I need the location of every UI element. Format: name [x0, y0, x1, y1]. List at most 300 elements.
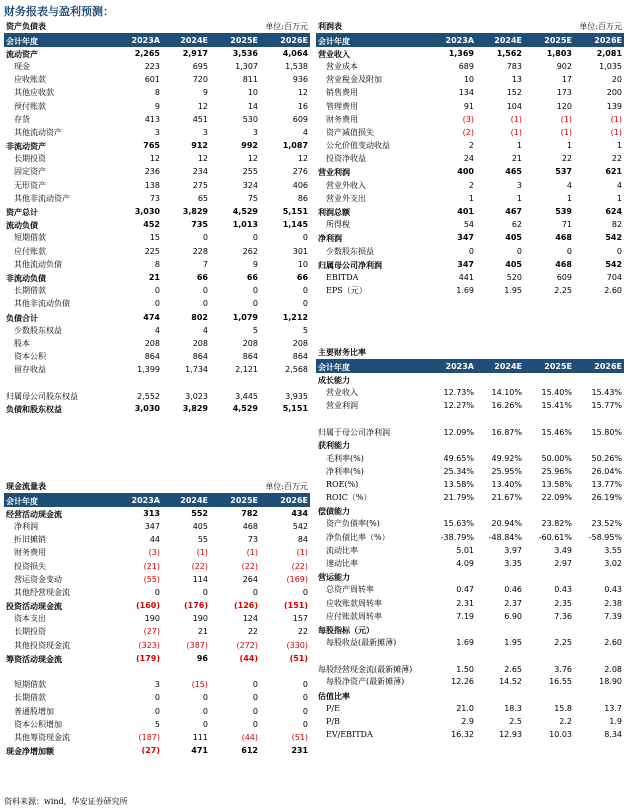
cell-value: 2.5 [509, 716, 522, 726]
cell-value: 0 [252, 299, 258, 309]
cell-value: 2.25 [554, 638, 572, 648]
cell-value: (1) [196, 548, 208, 558]
cell-value [476, 689, 524, 702]
table-row [4, 679, 310, 692]
cell-value: (1) [560, 127, 572, 137]
table-row [316, 584, 624, 597]
row-label: 资本公积增加 [14, 719, 62, 729]
cell-value: 21 [148, 272, 160, 282]
cell-value: 1 [616, 193, 623, 203]
cell-value: 0 [302, 299, 309, 309]
year-header-2023A: 2023A [112, 494, 162, 508]
cell-value: 465 [505, 167, 522, 177]
row-label: 其他筹资现金流 [14, 732, 70, 742]
row-label: 总资产周转率 [326, 585, 374, 595]
header-label: 会计年度 [316, 360, 426, 374]
cell-value: 20.94% [491, 519, 522, 529]
table-row [4, 520, 310, 533]
table-row [4, 74, 310, 87]
cell-value: 7.36 [554, 611, 572, 621]
cell-value: 1,145 [282, 220, 309, 230]
cell-value: 21.67% [491, 493, 522, 503]
cell-value: 1,562 [496, 48, 522, 58]
cell-value: 22 [561, 154, 572, 164]
cell-value: (1) [296, 548, 309, 558]
table-row [316, 439, 624, 452]
cell-value: 12.93 [499, 730, 522, 740]
cell-value: 1,369 [448, 48, 474, 58]
table-row [4, 192, 310, 205]
cell-value: 695 [192, 61, 208, 71]
cell-value: 0 [302, 693, 309, 703]
cell-value: 1.69 [456, 286, 474, 296]
cell-value: 1,399 [137, 365, 160, 375]
row-label: 营业利润 [326, 401, 358, 411]
table-row [316, 47, 624, 60]
cell-value: (21) [143, 561, 160, 571]
cell-value: 16.87% [491, 427, 522, 437]
cell-value: (44) [241, 732, 258, 742]
cell-value: 12 [297, 88, 309, 98]
cell-value [426, 571, 476, 584]
cell-value [524, 373, 574, 386]
row-label: 其他投资现金流 [14, 640, 70, 650]
cell-value: 405 [505, 259, 522, 269]
cell-value: 3,935 [285, 391, 309, 401]
cell-value: 21.0 [456, 703, 474, 713]
row-label: 获利能力 [318, 440, 350, 451]
cell-value: 15.43% [591, 387, 623, 397]
row-label: 少数股东权益 [14, 325, 62, 335]
cell-value: 8 [154, 259, 160, 269]
table-row [4, 560, 310, 573]
cell-value: 15.63% [443, 519, 474, 529]
table-row [316, 610, 624, 623]
cell-value: 0 [566, 246, 572, 256]
table-row [316, 219, 624, 232]
cell-value: 5.01 [456, 545, 474, 555]
table-row [316, 192, 624, 205]
cell-value: 1.95 [504, 638, 522, 648]
cell-value: 10 [247, 88, 258, 98]
cell-value: (55) [143, 574, 160, 584]
cell-value: 50.00% [541, 453, 572, 463]
cell-value: (169) [286, 574, 309, 584]
row-label: 归属于母公司净利润 [318, 427, 390, 437]
cell-value: 13.40% [491, 479, 522, 489]
cell-value: 4 [566, 180, 572, 190]
table-row [4, 613, 310, 626]
cell-value: 0 [202, 299, 208, 309]
row-label: 归属母公司净利润 [318, 259, 382, 270]
table-row [4, 324, 310, 337]
row-label: 资产总计 [6, 207, 38, 218]
cell-value: 7.39 [604, 611, 623, 621]
table-row [4, 718, 310, 731]
cell-value: 4,529 [232, 404, 258, 414]
cell-value: 413 [144, 114, 160, 124]
row-label: 流动负债 [6, 220, 38, 231]
table-row [316, 386, 624, 399]
table-row [4, 377, 310, 403]
cell-value: 21 [511, 154, 522, 164]
table-row [4, 337, 310, 350]
cell-value: 542 [605, 233, 623, 243]
cell-value: 3,536 [232, 48, 258, 58]
header-label: 会计年度 [316, 34, 426, 48]
row-label: 普通股增加 [14, 706, 54, 716]
cell-value [476, 373, 524, 386]
table-row [316, 413, 624, 439]
cell-value [574, 689, 624, 702]
cell-value: 0 [202, 233, 208, 243]
cell-value: 474 [143, 312, 160, 322]
cell-value: 2 [468, 180, 474, 190]
cell-value [426, 689, 476, 702]
cell-value: 1,013 [232, 220, 258, 230]
cell-value: 1,734 [185, 365, 208, 375]
row-label: 估值比率 [318, 690, 350, 701]
table-row [4, 731, 310, 744]
unit-label: 单位:百万元 [476, 20, 624, 34]
cell-value: 313 [143, 508, 160, 518]
row-label: 筹资活动现金流 [6, 653, 62, 664]
cell-value: 0 [302, 286, 309, 296]
cell-value: 134 [458, 88, 474, 98]
row-label: 财务费用 [326, 114, 358, 124]
row-label: 其他应收款 [14, 88, 54, 98]
cell-value: (22) [191, 561, 208, 571]
cell-value: 1 [566, 141, 572, 151]
table-row [4, 271, 310, 284]
cell-value: 5,151 [282, 207, 309, 217]
table-row [316, 623, 624, 636]
cell-value: 2.97 [554, 559, 572, 569]
cell-value: 0 [302, 680, 309, 690]
table-row [316, 492, 624, 505]
table-row [4, 534, 310, 547]
cell-value: 16.55 [549, 677, 572, 687]
cell-value: 2.35 [554, 598, 572, 608]
cell-value: (151) [284, 601, 309, 611]
table-row [4, 705, 310, 718]
cell-value: (272) [236, 640, 258, 650]
cell-value: 16.32 [451, 730, 474, 740]
table-row [316, 400, 624, 413]
row-label: 投资净收益 [326, 154, 366, 164]
cell-value: 3,023 [185, 391, 208, 401]
cell-value: (44) [239, 653, 258, 663]
cell-value: 5 [252, 325, 258, 335]
row-label: ROE(%) [326, 479, 359, 489]
table-row [316, 179, 624, 192]
year-header-2025E: 2025E [210, 494, 260, 508]
cell-value: 0 [154, 286, 160, 296]
year-header-2023A: 2023A [112, 34, 162, 48]
row-label: 股本 [14, 338, 30, 348]
cell-value: 2.31 [456, 598, 474, 608]
cell-value: 16 [297, 101, 309, 111]
table-row [4, 507, 310, 520]
cell-value: (3) [148, 548, 160, 558]
table-row [4, 100, 310, 113]
row-label: 速动比率 [326, 559, 358, 569]
table-row [4, 547, 310, 560]
cell-value: 82 [611, 220, 623, 230]
cell-value: 236 [144, 167, 160, 177]
cell-value [426, 439, 476, 452]
cell-value: 25.95% [491, 466, 522, 476]
row-label: 营业收入 [318, 48, 350, 59]
cell-value: 6.90 [504, 611, 522, 621]
table-row [4, 311, 310, 324]
year-header-2026E: 2026E [260, 494, 310, 508]
cell-value: 1,087 [282, 141, 309, 151]
row-label: 应收账款 [14, 75, 46, 85]
row-label: 少数股东损益 [326, 246, 374, 256]
cell-value: 12 [197, 154, 208, 164]
cell-value: 3,829 [182, 404, 208, 414]
row-label: 负债和股东权益 [6, 404, 62, 415]
cell-value: 4,064 [282, 48, 309, 58]
table-row [316, 271, 624, 284]
table-row [316, 126, 624, 139]
cell-value [162, 665, 210, 678]
income-statement-title-row [316, 20, 624, 34]
row-label: 营业成本 [326, 61, 358, 71]
cell-value: 0 [252, 693, 258, 703]
cell-value: 0.46 [504, 585, 522, 595]
table-row [316, 100, 624, 113]
table-row [4, 573, 310, 586]
cell-value: (1) [510, 127, 522, 137]
cell-value: 13.58% [541, 479, 572, 489]
cell-value: (27) [141, 746, 160, 756]
cell-value: 1 [566, 193, 572, 203]
cell-value: 1,079 [232, 312, 258, 322]
table-row [316, 87, 624, 100]
cell-value: (1) [610, 127, 623, 137]
cell-value [426, 505, 476, 518]
cell-value: 55 [197, 535, 208, 545]
cell-value: 471 [191, 746, 208, 756]
year-header-2024E: 2024E [476, 34, 524, 48]
row-label: 资产负债率(%) [326, 519, 380, 529]
cell-value: 1.95 [504, 286, 522, 296]
cell-value: 5 [302, 325, 309, 335]
row-label: 其他流动负债 [14, 259, 62, 269]
cell-value: 468 [555, 259, 572, 269]
cell-value: 612 [241, 746, 258, 756]
cell-value [574, 373, 624, 386]
cell-value: 12 [197, 101, 208, 111]
row-label: 每股净资产(最新摊薄) [326, 677, 405, 687]
row-label: 流动比率 [326, 545, 358, 555]
header-label: 会计年度 [4, 34, 112, 48]
cell-value: 0 [154, 693, 160, 703]
cell-value [476, 571, 524, 584]
row-label: P/B [326, 716, 340, 726]
cell-value: 3 [202, 127, 208, 137]
cell-value: 347 [144, 521, 160, 531]
table-row [4, 258, 310, 271]
row-label: 资本公积 [14, 352, 46, 362]
cell-value: 0 [202, 587, 208, 597]
cell-value: 4 [302, 127, 309, 137]
table-row [316, 702, 624, 715]
cell-value: 200 [606, 88, 623, 98]
cell-value [574, 439, 624, 452]
cell-value: 301 [292, 246, 309, 256]
cell-value [524, 439, 574, 452]
cell-value: 114 [192, 574, 208, 584]
table-row [4, 232, 310, 245]
row-label: 其他非流动资产 [14, 193, 70, 203]
cell-value: 2.60 [604, 286, 623, 296]
table-row [316, 715, 624, 728]
cell-value: 3 [516, 180, 522, 190]
cell-value: 3 [154, 680, 160, 690]
cell-value: 104 [506, 101, 522, 111]
table-row [4, 600, 310, 613]
cell-value: 276 [292, 167, 309, 177]
cell-value: 120 [556, 101, 572, 111]
cell-value: 15 [149, 233, 160, 243]
row-label: 现金 [14, 61, 30, 71]
cell-value [524, 689, 574, 702]
cell-value: 2,552 [137, 391, 160, 401]
year-header-2025E: 2025E [524, 34, 574, 48]
table-row [316, 140, 624, 153]
cell-value: 22 [611, 154, 623, 164]
row-label: 营业利润 [318, 167, 350, 178]
year-header-2023A: 2023A [426, 360, 476, 374]
cell-value: 91 [463, 101, 474, 111]
cell-value: 452 [143, 220, 160, 230]
cell-value: 0 [302, 719, 309, 729]
cell-value: 3.02 [604, 559, 623, 569]
cell-value: 467 [505, 207, 522, 217]
cell-value: 22.09% [541, 493, 572, 503]
year-header-2024E: 2024E [162, 494, 210, 508]
ratios-title-row [316, 346, 624, 360]
row-label: 留存收益 [14, 365, 46, 375]
cell-value: (15) [191, 680, 208, 690]
cell-value: 4 [154, 325, 160, 335]
cell-value: 73 [247, 535, 258, 545]
header-row [316, 360, 624, 374]
row-label: 每股经营现金流(最新摊薄) [318, 664, 413, 674]
row-label: 财务费用 [14, 548, 46, 558]
row-label: 每股指标（元） [318, 624, 374, 635]
cell-value: 4 [202, 325, 208, 335]
cell-value: 1.9 [609, 716, 623, 726]
cell-value: 735 [191, 220, 208, 230]
table-row [316, 729, 624, 742]
cell-value: 173 [556, 88, 572, 98]
header-row [4, 494, 310, 508]
cell-value [476, 623, 524, 636]
source-footnote: 资料来源：wind，华安证券研究所 [4, 797, 128, 806]
cell-value: 0 [302, 706, 309, 716]
cell-value: 3,445 [235, 391, 258, 401]
row-label: 预付账款 [14, 101, 46, 111]
income-statement-table [316, 20, 624, 298]
cell-value: 22 [297, 627, 309, 637]
cell-value: 49.92% [491, 453, 522, 463]
cell-value: 3 [154, 127, 160, 137]
year-header-2026E: 2026E [574, 360, 624, 374]
table-row [316, 166, 624, 179]
cell-value: 264 [242, 574, 258, 584]
cell-value: 8.34 [604, 730, 623, 740]
row-label: 管理费用 [326, 101, 358, 111]
row-label: 净利润 [318, 233, 342, 244]
cell-value: 609 [556, 272, 572, 282]
row-label: 负债合计 [6, 312, 38, 323]
cell-value: 2.2 [559, 716, 572, 726]
cell-value: 1,538 [285, 61, 309, 71]
cell-value: 7 [202, 259, 208, 269]
cash-flow-table [4, 480, 310, 758]
cell-value: 12.27% [443, 401, 474, 411]
cell-value: 864 [242, 352, 258, 362]
table-row [316, 676, 624, 689]
cell-value: (2) [462, 127, 474, 137]
cell-value: 912 [191, 141, 208, 151]
cell-value: 23.82% [541, 519, 572, 529]
cell-value: 21 [197, 627, 208, 637]
row-label: 折旧摊销 [14, 535, 46, 545]
row-label: 其他经营现金流 [14, 587, 70, 597]
unit-label [476, 346, 624, 360]
cell-value: 0 [202, 706, 208, 716]
cell-value: 66 [246, 272, 258, 282]
table-row [4, 665, 310, 678]
cell-value: 0.47 [456, 585, 474, 595]
cell-value: 864 [192, 352, 208, 362]
cell-value: 15.41% [541, 401, 572, 411]
table-row [316, 689, 624, 702]
cell-value: 2.9 [461, 716, 474, 726]
cell-value: (51) [291, 732, 309, 742]
table-row [4, 351, 310, 364]
cell-value: (176) [183, 601, 208, 611]
cell-value: 10.03 [549, 730, 572, 740]
unit-label: 单位:百万元 [162, 20, 310, 34]
cell-value: 3,829 [182, 207, 208, 217]
cell-value: 0 [252, 719, 258, 729]
table-title: 现金流量表 [4, 480, 162, 494]
cell-value: 25.34% [443, 466, 474, 476]
cell-value: 2.60 [604, 638, 623, 648]
cell-value: 765 [143, 141, 160, 151]
cell-value: 400 [457, 167, 474, 177]
cell-value: (22) [241, 561, 258, 571]
cell-value: 231 [291, 746, 309, 756]
row-label: 长期借款 [14, 286, 46, 296]
cell-value: 1,803 [546, 48, 572, 58]
balance-sheet-title-row [4, 20, 310, 34]
row-label: 存货 [14, 114, 30, 124]
cell-value: 44 [149, 535, 160, 545]
row-label: 归属母公司股东权益 [6, 391, 78, 401]
cell-value: (1) [560, 114, 572, 124]
row-label: 所得税 [326, 220, 350, 230]
cell-value [574, 571, 624, 584]
cell-value: 190 [192, 614, 208, 624]
cell-value: 9 [252, 259, 258, 269]
